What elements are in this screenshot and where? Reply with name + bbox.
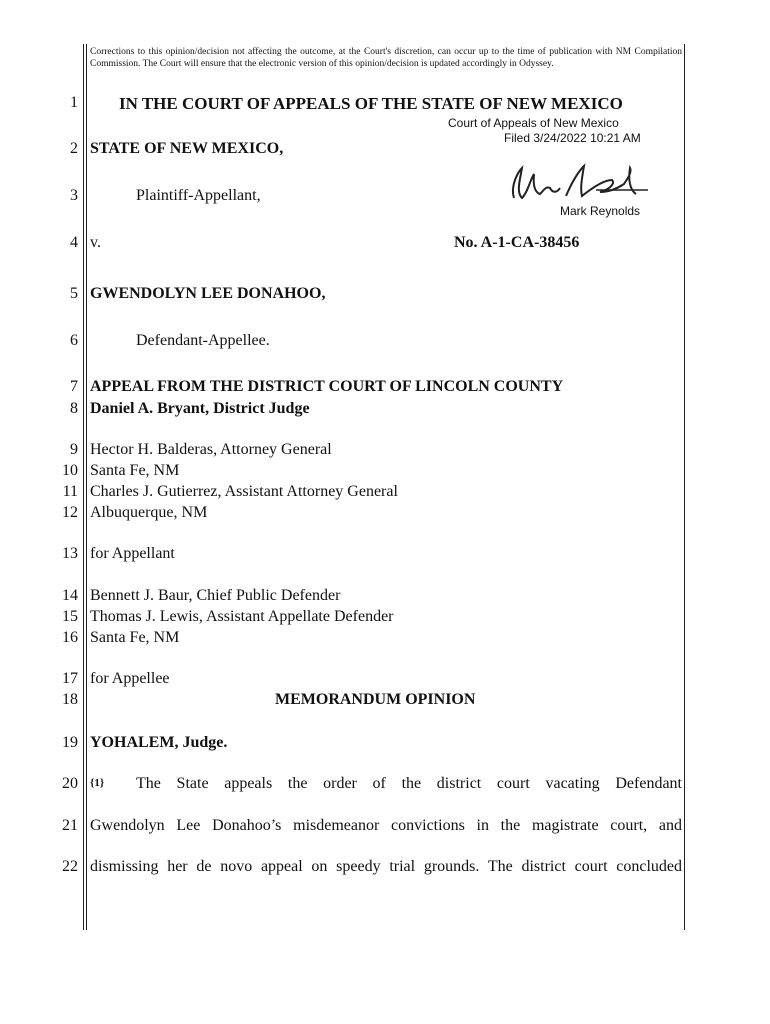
body-line: The State appeals the order of the district court vacating Defendant: [136, 775, 682, 792]
case-number: No. A-1-CA-38456: [454, 234, 580, 251]
line-number: 16: [62, 629, 78, 646]
line-number: 20: [62, 775, 78, 792]
line-number: 11: [62, 483, 78, 500]
line-number: 13: [62, 545, 78, 562]
line-number: 15: [62, 608, 78, 625]
right-margin-rule: [684, 44, 685, 930]
line-number: 14: [62, 587, 78, 604]
left-margin-rule-inner: [86, 44, 87, 930]
appellant-counsel-line: Santa Fe, NM: [90, 462, 180, 479]
line-number: 17: [62, 670, 78, 687]
district-judge: Daniel A. Bryant, District Judge: [90, 400, 310, 417]
appellee-counsel-line: Bennett J. Baur, Chief Public Defender: [90, 587, 341, 604]
paragraph-marker: {1}: [90, 777, 105, 789]
opinion-heading: MEMORANDUM OPINION: [275, 691, 476, 708]
opinion-author: YOHALEM, Judge.: [90, 734, 228, 751]
plaintiff-role: Plaintiff-Appellant,: [136, 187, 261, 204]
body-line: dismissing her de novo appeal on speedy trial grounds. The district court concluded: [90, 858, 682, 875]
line-number: 6: [70, 332, 78, 349]
line-number: 18: [62, 691, 78, 708]
filing-stamp-court: Court of Appeals of New Mexico: [448, 116, 619, 130]
line-number: 7: [70, 378, 78, 395]
appellee-counsel-line: Thomas J. Lewis, Assistant Appellate Defender: [90, 608, 394, 625]
appellant-counsel-line: Hector H. Balderas, Attorney General: [90, 441, 332, 458]
filing-stamp-date: Filed 3/24/2022 10:21 AM: [504, 131, 641, 145]
line-number: 21: [62, 817, 78, 834]
defendant-role: Defendant-Appellee.: [136, 332, 270, 349]
line-number: 2: [70, 140, 78, 157]
appellant-counsel-line: Albuquerque, NM: [90, 504, 208, 521]
defendant-name: GWENDOLYN LEE DONAHOO,: [90, 285, 326, 302]
line-number: 9: [70, 441, 78, 458]
plaintiff-name: STATE OF NEW MEXICO,: [90, 140, 284, 157]
line-number: 8: [70, 400, 78, 417]
court-title: IN THE COURT OF APPEALS OF THE STATE OF NEW MEXICO: [119, 94, 623, 113]
appeal-from: APPEAL FROM THE DISTRICT COURT OF LINCOLN COUNTY: [90, 378, 564, 395]
for-appellee: for Appellee: [90, 670, 170, 687]
body-line: Gwendolyn Lee Donahoo’s misdemeanor convictions in the magistrate court, and: [90, 817, 682, 834]
left-margin-rule: [83, 44, 84, 930]
line-number: 4: [70, 234, 78, 251]
versus: v.: [90, 234, 101, 251]
line-number: 12: [62, 504, 78, 521]
corrections-notice: Corrections to this opinion/decision not affecting the outcome, at the Court's discretion, can occur up to the time of publication with NM Compilation Commission. The Court will ensure that the electronic version of this opinion/decision is updated accordingly in Odyssey.: [90, 47, 682, 69]
line-number: 22: [62, 858, 78, 875]
appellant-counsel-line: Charles J. Gutierrez, Assistant Attorney General: [90, 483, 398, 500]
line-number: 1: [70, 94, 78, 111]
line-number: 3: [70, 187, 78, 204]
line-number: 10: [62, 462, 78, 479]
line-number: 19: [62, 734, 78, 751]
appellee-counsel-line: Santa Fe, NM: [90, 629, 180, 646]
filing-stamp-clerk: Mark Reynolds: [560, 204, 641, 218]
line-number: 5: [70, 285, 78, 302]
for-appellant: for Appellant: [90, 545, 175, 562]
